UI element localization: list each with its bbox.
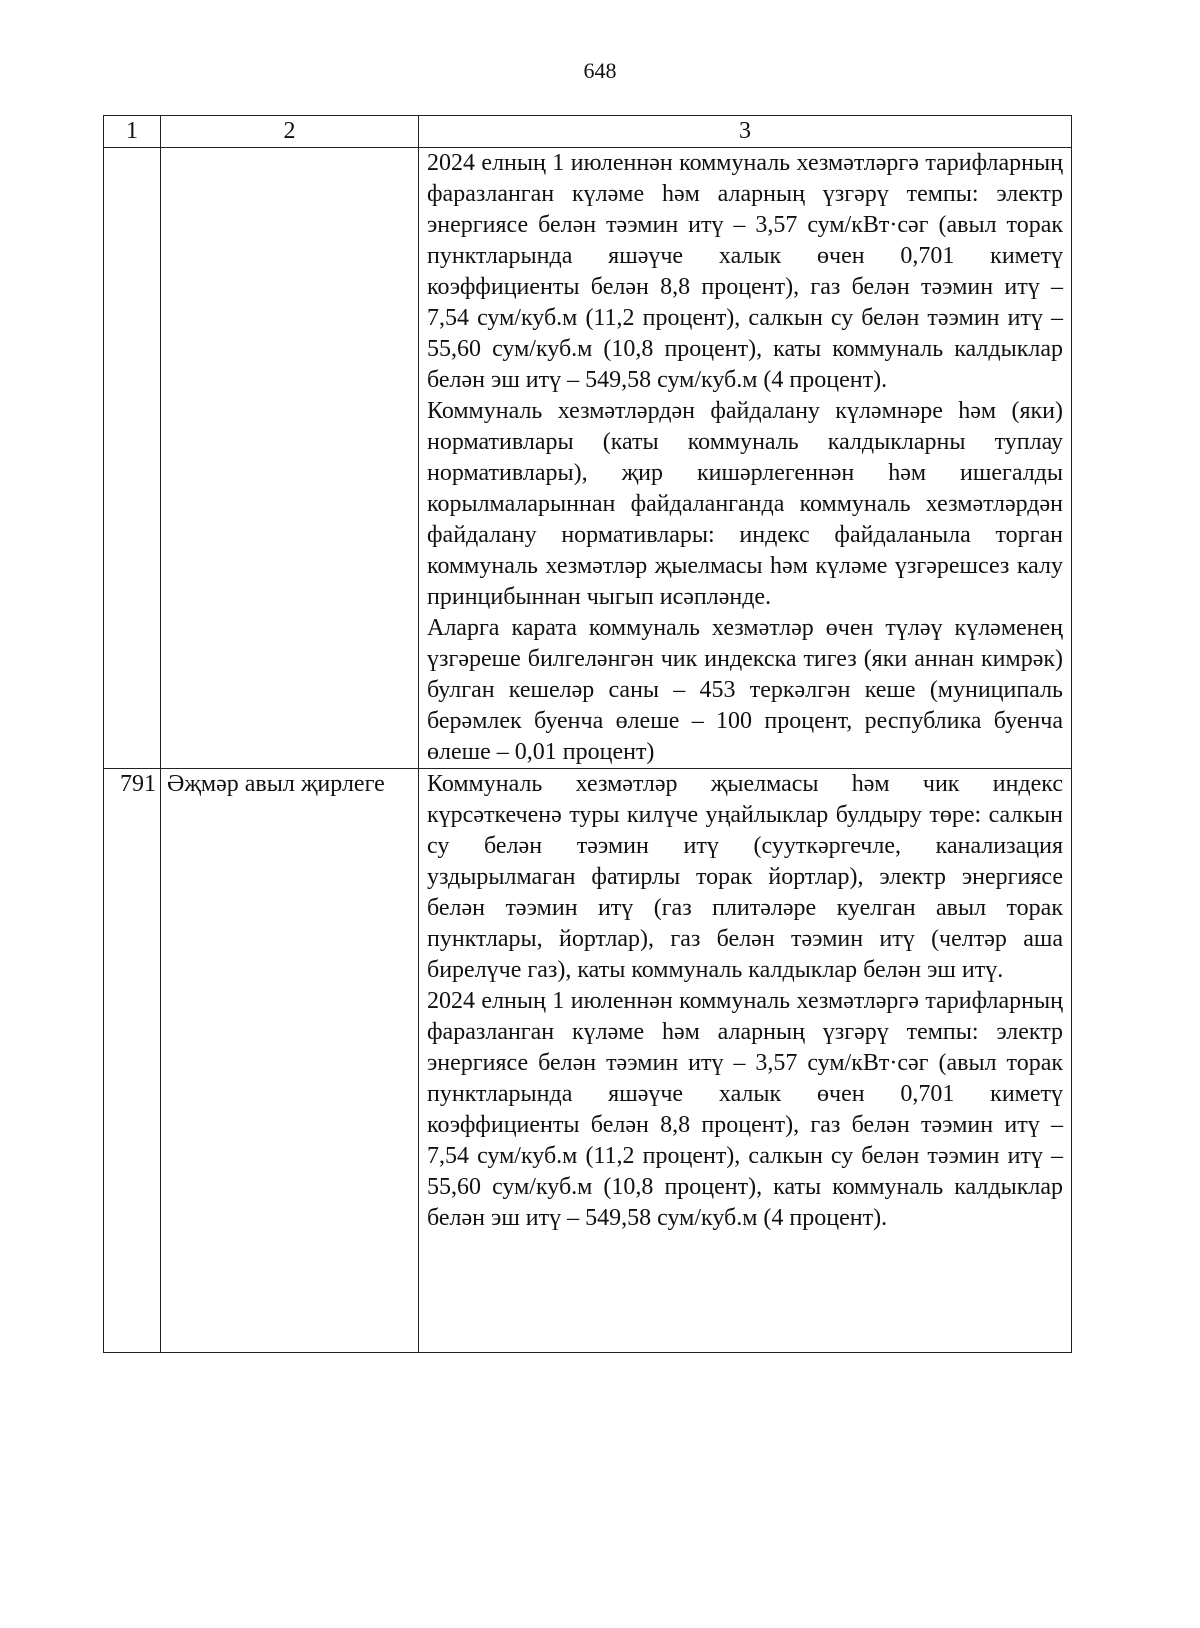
description-cell (419, 148, 1072, 769)
table-header-row (104, 116, 1072, 148)
description-paragraph: Коммуналь хезмәтләрдән файдалану күләмнәре һәм (яки) нормативлары (каты коммуналь калдыкларны туплау нормативлары), җир кишәрлегеннән һәм ишегалды корылмаларыннан файдаланганда коммуналь хезмәтләрдән файдалану нормативлары: индекс файдаланыла торган коммуналь хезмәтләр җыелмасы һәм күләме үзгәрешсез калу принцибыннан чыгып исәпләнде. (427, 398, 1063, 610)
column-header-1: 1 (104, 116, 161, 148)
row-number-cell: 791 (104, 769, 161, 1353)
data-table (103, 115, 1072, 1353)
description-cell (419, 769, 1072, 1353)
row-number-cell (104, 148, 161, 769)
table-row (104, 769, 1072, 1353)
settlement-name-cell (161, 148, 419, 769)
description-paragraph: 2024 елның 1 июленнән коммуналь хезмәтләргә тарифларның фаразланган күләме һәм аларның үзгәрү темпы: электр энергиясе белән тәэмин итү – 3,57 сум/кВт·сәг (авыл торак пунктларында яшәүче халык өчен 0,701 киметү коэффициенты белән 8,8 процент), газ белән тәэмин итү – 7,54 сум/куб.м (11,2 процент), салкын су белән тәэмин итү – 55,60 сум/куб.м (10,8 процент), каты коммуналь калдыклар белән эш итү – 549,58 сум/куб.м (4 процент). (427, 988, 1063, 1231)
column-header-3: 3 (419, 116, 1072, 148)
description-paragraph: Аларга карата коммуналь хезмәтләр өчен түләү күләменең үзгәреше билгеләнгән чик индекска тигез (яки аннан кимрәк) булган кешеләр саны – 453 теркәлгән кеше (муниципаль берәмлек буенча өлеше – 100 процент, республика буенча өлеше – 0,01 процент) (427, 615, 1063, 765)
page-number: 648 (583, 58, 617, 83)
settlement-name-cell: Әҗмәр авыл җирлеге (161, 769, 419, 1353)
table-row (104, 148, 1072, 769)
description-paragraph: 2024 елның 1 июленнән коммуналь хезмәтләргә тарифларның фаразланган күләме һәм аларның үзгәрү темпы: электр энергиясе белән тәэмин итү – 3,57 сум/кВт·сәг (авыл торак пунктларында яшәүче халык өчен 0,701 киметү коэффициенты белән 8,8 процент), газ белән тәэмин итү – 7,54 сум/куб.м (11,2 процент), салкын су белән тәэмин итү – 55,60 сум/куб.м (10,8 процент), каты коммуналь калдыклар белән эш итү – 549,58 сум/куб.м (4 процент). (427, 150, 1063, 393)
description-paragraph: Коммуналь хезмәтләр җыелмасы һәм чик индекс күрсәткеченә туры килүче уңайлыклар булдыру төре: салкын су белән тәэмин итү (сууткәргечле, канализация уздырылмаган фатирлы торак йортлар), электр энергиясе белән тәэмин итү (газ плитәләре куелган авыл торак пунктлары, йортлар), газ белән тәэмин итү (челтәр аша бирелүче газ), каты коммуналь калдыклар белән эш итү. (427, 771, 1063, 983)
column-header-2: 2 (161, 116, 419, 148)
